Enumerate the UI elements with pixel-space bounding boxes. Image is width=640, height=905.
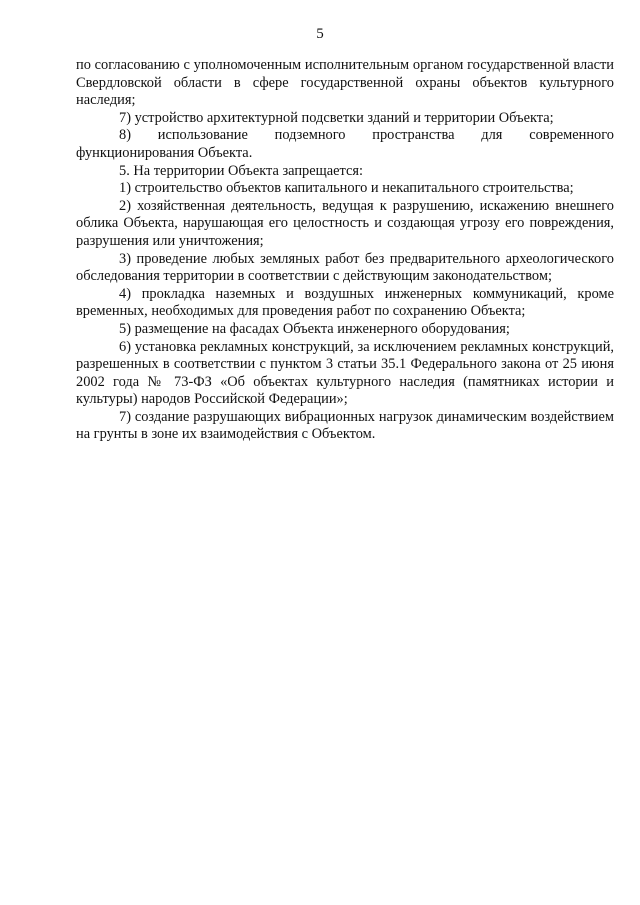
paragraph-prohibition-5: 5) размещение на фасадах Объекта инженерного оборудования; <box>119 320 510 337</box>
page-number: 5 <box>316 26 324 42</box>
paragraph-prohibition-2: 2) хозяйственная деятельность, ведущая к разрушению, искажению внешнего облика Объекта, нарушающая его целостность и создающая угрозу его повреждения, разрушения или уничтожения; <box>76 197 614 249</box>
paragraph-prohibition-6: 6) установка рекламных конструкций, за исключением рекламных конструкций, разрешенных в соответствии с пунктом 3 статьи 35.1 Федерального закона от 25 июня 2002 года № 73-ФЗ «Об объектах культурного наследия (памятниках истории и культуры) народов Российской Федерации»; <box>76 338 614 408</box>
paragraph-prohibition-7: 7) создание разрушающих вибрационных нагрузок динамическим воздействием на грунты в зоне их взаимодействия с Объектом. <box>76 408 614 443</box>
paragraph-section-5-heading: 5. На территории Объекта запрещается: <box>119 162 363 179</box>
paragraph-prohibition-1: 1) строительство объектов капитального и некапитального строительства; <box>119 180 574 197</box>
paragraph-prohibition-3: 3) проведение любых земляных работ без предварительного археологического обследования территории в соответствии с действующим законодательством; <box>76 250 614 285</box>
paragraph-continuation: по согласованию с уполномоченным исполнительным органом государственной власти Свердловской области в сфере государственной охраны объектов культурного наследия; <box>76 57 614 109</box>
document-body <box>76 57 614 444</box>
paragraph-item-7-lighting: 7) устройство архитектурной подсветки зданий и территории Объекта; <box>119 109 554 126</box>
paragraph-item-8-underground: 8) использование подземного пространства для современного функционирования Объекта. <box>76 127 614 161</box>
paragraph-prohibition-4: 4) прокладка наземных и воздушных инженерных коммуникаций, кроме временных, необходимых для проведения работ по сохранению Объекта; <box>76 285 614 320</box>
